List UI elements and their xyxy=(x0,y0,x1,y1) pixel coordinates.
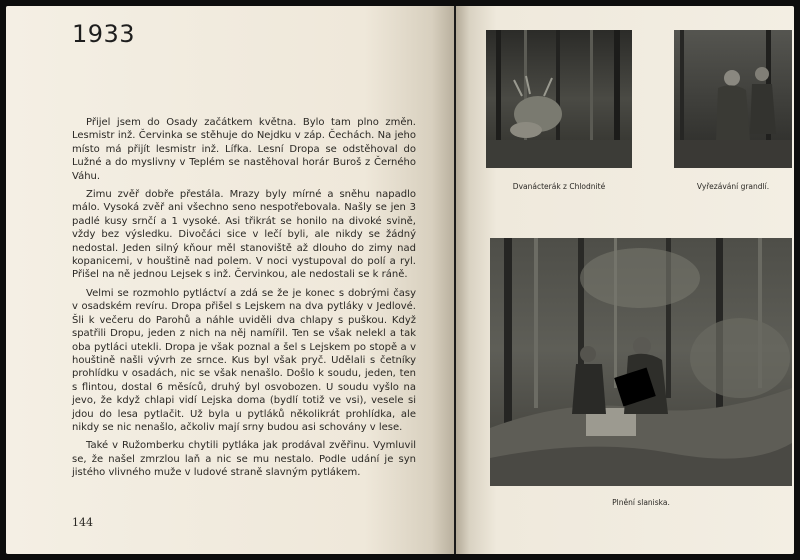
stag-photo-image xyxy=(486,30,632,168)
photo-caption: Dvanácterák z Chlodnité xyxy=(512,182,606,191)
photo-caption: Vyřezávání grandlí. xyxy=(696,182,770,191)
book-spread xyxy=(6,6,794,554)
right-page xyxy=(456,6,794,554)
photo-salt-lick xyxy=(490,238,792,486)
paragraph: Velmi se rozmohlo pytláctví a zdá se že je konec s dobrými časy v osadském revíru. Dropa přišel s Lejskem na dva pytláky v Jedlové. Šli k večeru do Parohů a náhle uviděli dva chlapy s puškou. Když spatřili Dropu, jeden z nich na něj namířil. Ten se však nelekl a tak oba pytláci utekli. Dropa je však poznal a šel s Lejskem po stopě a v houštině našli vývrh ze srnce. Kus byl však pryč. Udělali s četníky prohlídku v osadách, nic se však nenašlo. Došlo k soudu, jeden, ten s flintou, dostal 6 měsíců, druhý byl osvobozen. U soudu vyšlo na jevo, že když chlapi vidí Lejska doma (bydlí totiž ve vsi), vesele si jdou do lesa pytlačit. Už byla u pytláků několikrát prohlídka, ale nikdy se nic nenašlo, ačkoliv mají srny budou asi schovány v lese. xyxy=(72,287,416,433)
paragraph: Zimu zvěř dobře přestála. Mrazy byly mírné a sněhu napadlo málo. Vysoká zvěř ani všechno seno nespotřebovala. Našly se jen 3 padlé kusy srnčí a 1 vysoké. Asi třikrát se honilo na divoké svině, vždy bez výsledku. Divočáci sice v lečí byli, ale nikdy se žádný nedostal. Jeden silný kňour měl stanoviště až dlouho do zimy nad kopanicemi, v houštině nad polem. V noci vystupoval do polí a ryl. Přišel na ně jednou Lejsek s inž. Červinkou, ale nedostali se k ráně. xyxy=(72,189,416,281)
photo-cutting xyxy=(674,30,792,168)
photo-caption: Plnění slaniska. xyxy=(612,498,670,507)
chapter-year-heading: 1933 xyxy=(72,20,136,48)
photo-stag xyxy=(486,30,632,168)
salt-lick-photo-image xyxy=(490,238,792,486)
left-page xyxy=(6,6,454,554)
paragraph: Přijel jsem do Osady začátkem května. Bylo tam plno změn. Lesmistr inž. Červinka se stěhuje do Nejdku v záp. Čechách. Na jeho místo má přijít lesmistr inž. Lífka. Lesní Dropa se odstěhoval do Lužné a do myslivny v Teplém se nastěhoval horár Buroš z Černého Váhu. xyxy=(72,117,416,182)
body-text xyxy=(72,116,416,485)
paragraph: Také v Ružomberku chytili pytláka jak prodával zvěřinu. Vymluvil se, že našel zmrzlou laň a nic se mu nestalo. Podle udání je syn jistého vlivného muže v ludové straně slavným pytlákem. xyxy=(72,440,416,479)
page-number: 144 xyxy=(72,516,93,529)
cutting-photo-image xyxy=(674,30,792,168)
